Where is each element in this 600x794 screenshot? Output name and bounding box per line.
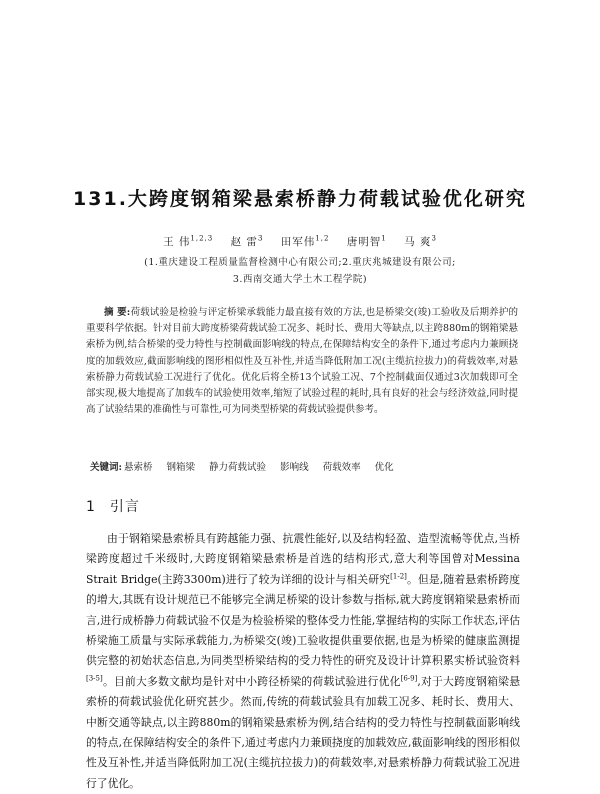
abstract-text: 荷载试验是检验与评定桥梁承载能力最直接有效的方法,也是桥梁交(竣)工验收及后期养护的重要科学依据。针对目前大跨度桥梁荷载试验工况多、耗时长、费用大等缺点,以主跨880m的钢箱梁悬索桥为例,结合桥梁的受力特性与控制截面影响线的特点,在保障结构安全的条件下,通过考虑内力兼顾挠度的加载效应,截面影响线的图形相似性及互补性,并适当降低附加工况(主缆抗拉拔力)的荷载效率,对悬索桥静力荷载试验工况进行了优化。优化后将全桥13个试验工况、7个控制截面仅通过3次加载即可全部实现,极大地提高了加载车的试验使用效率,缩短了试验过程的耗时,具有良好的社会与经济效益,同时提高了试验结果的准确性与可靠性,可为同类型桥梁的荷载试验提供参考。 — [86, 307, 518, 416]
citation: [3-5] — [86, 674, 103, 683]
section-heading — [86, 496, 140, 516]
section-title: 引言 — [109, 499, 140, 515]
affiliation-line-1: (1.重庆建设工程质量监督检测中心有限公司;2.重庆兆城建设有限公司; — [144, 257, 456, 268]
author: 马 爽$^3$ — [404, 234, 437, 248]
keywords-label: 关键词: — [90, 462, 123, 473]
citation: [1-2] — [390, 572, 407, 581]
body-text: 。目前大多数文献均是针对中小跨径桥梁的荷载试验进行优化 — [102, 674, 401, 688]
affiliation-line-2: 3.西南交通大学土木工程学院) — [232, 274, 368, 285]
body-text: ,对于大跨度钢箱梁悬索桥的荷载试验优化研究甚少。然而,传统的荷载试验具有加载工况多、耗时长、费用大、中断交通等缺点,以主跨880m的钢箱梁悬索桥为例,结合结构的受力特性与控制截面影响线的特点,在保障结构安全的条件下,通过考虑内力兼顾挠度的加载效应,截面影响线的图形相似性及互补性,并适当降低附加工况(主缆抗拉拔力)的荷载效率,对悬索桥静力荷载试验工况进行了优化。 — [86, 674, 520, 790]
author: 田军伟$^{1,2}$ — [280, 234, 330, 248]
section-number: 1 — [86, 499, 96, 515]
author-line — [0, 234, 600, 249]
citation: [6-9] — [400, 674, 418, 683]
keyword: 荷载效率 — [322, 462, 361, 473]
keyword: 优化 — [374, 462, 394, 473]
author: 赵 雷$^3$ — [230, 234, 264, 248]
keyword: 影响线 — [280, 462, 309, 473]
author: 王 伟$^{1,2,3}$ — [163, 234, 214, 248]
abstract — [86, 305, 518, 418]
abstract-label: 摘 要: — [104, 307, 131, 318]
body-paragraph — [86, 529, 520, 794]
body-text: 由于钢箱梁悬索桥具有跨越能力强、抗震性能好,以及结构轻盈、造型流畅等优点,当桥梁跨度超过千米级时,大跨度钢箱梁悬索桥是首选的结构形式,意大利等国曾对Messina Strait Bridge(主跨3300m)进行了较为详细的设计与相关研究 — [86, 532, 520, 586]
author: 唐明智$^1$ — [346, 234, 387, 248]
paper-title: 131.大跨度钢箱梁悬索桥静力荷载试验优化研究 — [73, 188, 527, 210]
keyword: 钢箱梁 — [166, 462, 196, 473]
body-text: 。但是,随着悬索桥跨度的增大,其既有设计规范已不能够完全满足桥梁的设计参数与指标,就大跨度钢箱梁悬索桥而言,进行成桥静力荷载试验不仅是为检验桥梁的整体受力性能,掌握结构的实际工作状态,评估桥梁施工质量与实际承载能力,为桥梁交(竣)工验收提供重要依据,也是为桥梁的健康监测提供完整的初始状态信息,为同类型桥梁结构的受力特性的研究及设计计算积累实桥试验资料 — [86, 572, 520, 668]
keyword: 悬索桥 — [124, 462, 153, 473]
keywords — [86, 459, 518, 473]
keyword: 静力荷载试验 — [209, 462, 267, 473]
